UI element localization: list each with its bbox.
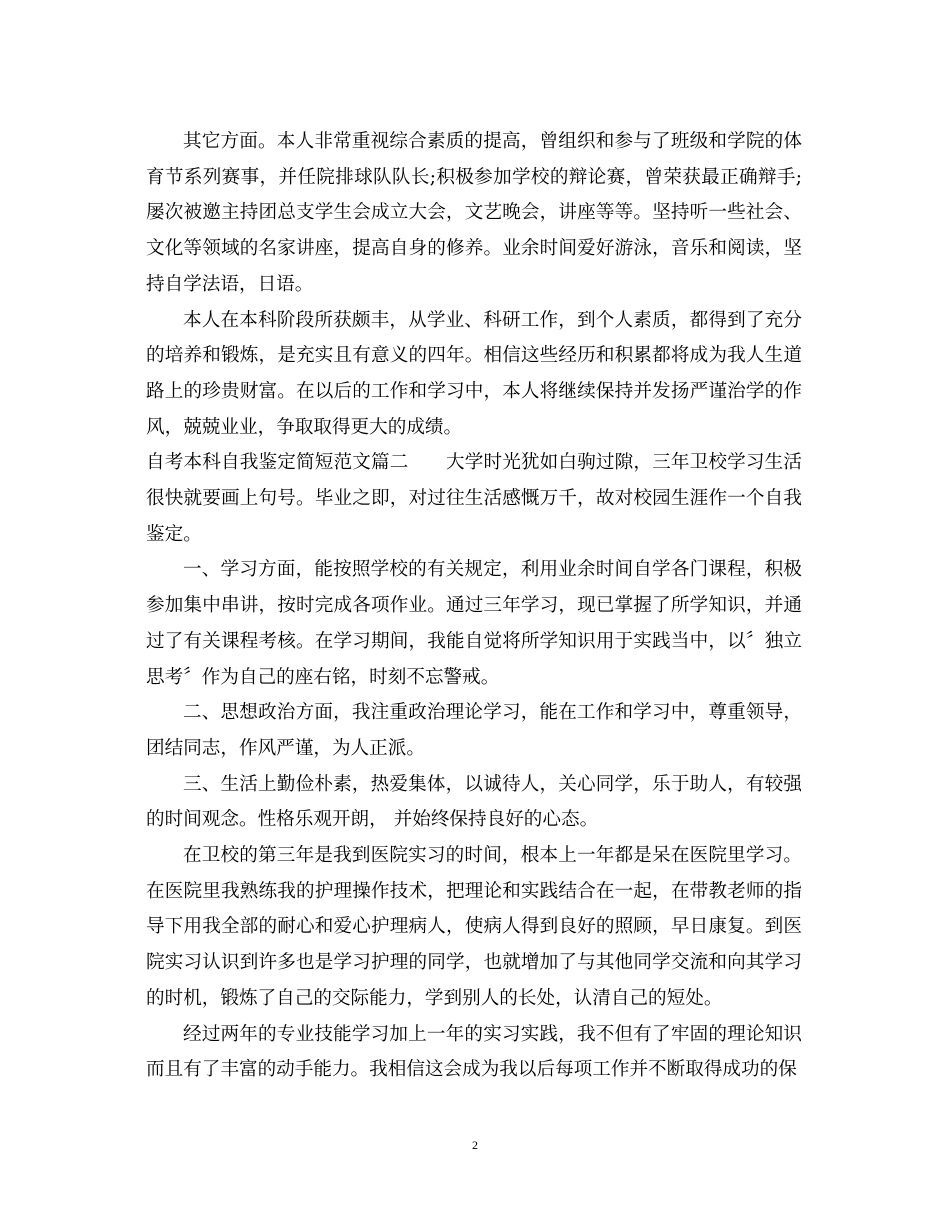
paragraph-other-aspects: 其它方面。本人非常重视综合素质的提高，曾组织和参与了班级和学院的体育节系列赛事，并任院排球队队长;积极参加学校的辩论赛，曾荣获最正确辩手;屡次被邀主持团总支学生会成立大会，文艺晚会，讲座等等。坚持听一些社会、文化等领域的名家讲座，提高自身的修养。业余时间爱好游泳，音乐和阅读，坚持自学法语，日语。: [146, 131, 802, 295]
paragraph-conclusion: 经过两年的专业技能学习加上一年的实习实践，我不但有了牢固的理论知识而且有了丰富的动手能力。我相信这会成为我以后每项工作并不断取得成功的保: [146, 1023, 802, 1081]
paragraph-life: 三、生活上勤俭朴素，热爱集体，以诚待人，关心同学，乐于助人，有较强的时间观念。性格乐观开朗， 并始终保持良好的心态。: [146, 773, 802, 831]
paragraph-internship: 在卫校的第三年是我到医院实习的时间，根本上一年都是呆在医院里学习。在医院里我熟练我的护理操作技术，把理论和实践结合在一起，在带教老师的指导下用我全部的耐心和爱心护理病人，使病人得到良好的照顾，早日康复。到医院实习认识到许多也是学习护理的同学，也就增加了与其他同学交流和向其学习的时机，锻炼了自己的交际能力，学到别人的长处，认清自己的短处。: [146, 845, 802, 1009]
page-number: 2: [472, 1138, 478, 1152]
paragraph-article-two-title: 自考本科自我鉴定简短范文篇二 大学时光犹如白驹过隙，三年卫校学习生活很快就要画上句号。毕业之即，对过往生活感慨万千，故对校园生涯作一个自我鉴定。: [146, 452, 802, 545]
paragraph-undergraduate-summary: 本人在本科阶段所获颇丰，从学业、科研工作，到个人素质，都得到了充分的培养和锻炼，是充实且有意义的四年。相信这些经历和积累都将成为我人生道路上的珍贵财富。在以后的工作和学习中，本人将继续保持并发扬严谨治学的作风，兢兢业业，争取取得更大的成绩。: [146, 309, 802, 438]
document-body: [146, 124, 802, 1088]
paragraph-study: 一、学习方面，能按照学校的有关规定，利用业余时间自学各门课程，积极参加集中串讲，按时完成各项作业。通过三年学习，现已掌握了所学知识，并通过了有关课程考核。在学习期间，我能自觉将所学知识用于实践当中，以〞独立思考〞作为自己的座右铭，时刻不忘警戒。: [146, 559, 802, 688]
paragraph-politics: 二、思想政治方面，我注重政治理论学习，能在工作和学习中，尊重领导，团结同志，作风严谨，为人正派。: [146, 702, 802, 759]
